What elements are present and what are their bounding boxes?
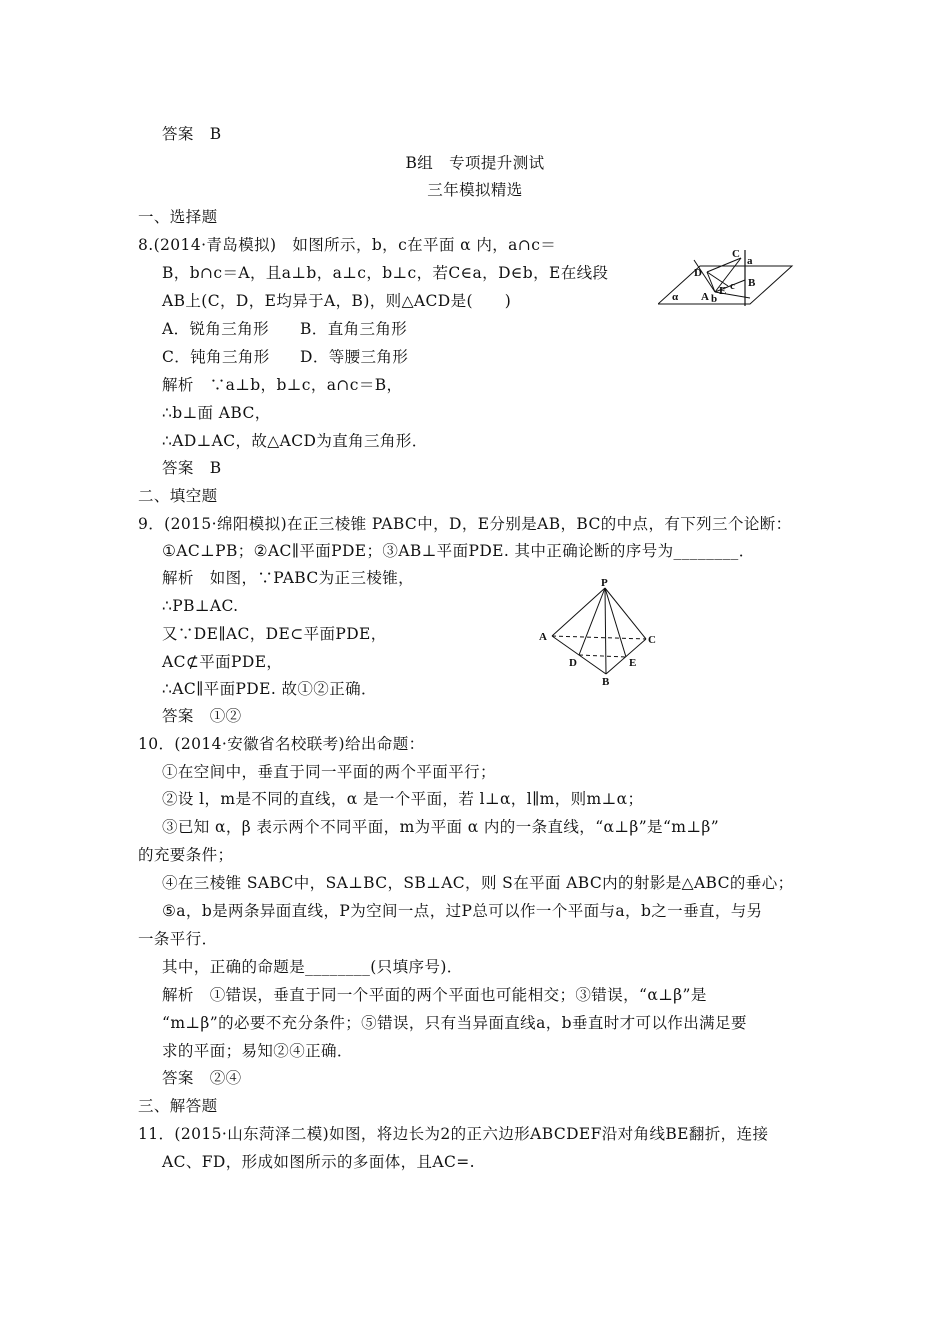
group-title: B组 专项提升测试 bbox=[405, 154, 545, 172]
label-alpha: α bbox=[672, 291, 679, 303]
q8-option-a: A．锐角三角形 bbox=[162, 320, 269, 338]
q9-answer: 答案 ①② bbox=[162, 707, 242, 725]
edge-PD bbox=[579, 588, 605, 655]
edge-PC bbox=[605, 588, 646, 639]
edge-PE bbox=[605, 588, 626, 657]
q10-question: 其中，正确的命题是________(只填序号)． bbox=[162, 958, 463, 976]
q9-analysis-3: 又∵DE∥AC，DE⊂平面PDE， bbox=[162, 625, 387, 643]
part3-heading: 三、解答题 bbox=[138, 1097, 218, 1115]
label-a: a bbox=[747, 255, 753, 267]
part1-heading: 一、选择题 bbox=[138, 208, 218, 226]
label-E: E bbox=[719, 285, 727, 297]
q10-item2: ②设 l，m是不同的直线，α 是一个平面，若 l⊥α，l∥m，则m⊥α； bbox=[162, 790, 644, 808]
q9-analysis-2: ∴PB⊥AC. bbox=[162, 597, 239, 615]
q8-answer: 答案 B bbox=[162, 459, 222, 477]
label-B: B bbox=[602, 676, 610, 688]
label-P: P bbox=[601, 577, 608, 589]
q11-line1: 11．(2015·山东菏泽二模)如图，将边长为2的正六边形ABCDEF沿对角线BE翻折，连接 bbox=[138, 1125, 769, 1143]
q9-analysis-1: 解析 如图，∵PABC为正三棱锥， bbox=[162, 569, 415, 587]
q8-line1: 8.(2014·青岛模拟) 如图所示，b，c在平面 α 内，a∩c＝ bbox=[138, 236, 557, 254]
label-A: A bbox=[701, 291, 709, 303]
q10-analysis-2: “m⊥β”的必要不充分条件；⑤错误，只有当异面直线a，b垂直时才可以作出满足要 bbox=[162, 1014, 747, 1032]
q9-line1: 9．(2015·绵阳模拟)在正三棱锥 PABC中，D，E分别是AB，BC的中点，有下列三个论断： bbox=[138, 515, 792, 533]
q8-analysis-2: ∴b⊥面 ABC， bbox=[162, 404, 271, 422]
q10-line1: 10．(2014·安徽省名校联考)给出命题： bbox=[138, 735, 425, 753]
q9-figure bbox=[535, 576, 665, 688]
q10-item3a: ③已知 α，β 表示两个不同平面，m为平面 α 内的一条直线，“α⊥β”是“m⊥β” bbox=[162, 818, 720, 836]
edge-AC bbox=[552, 636, 646, 639]
q10-item4: ④在三棱锥 SABC中，SA⊥BC，SB⊥AC，则 S在平面 ABC内的射影是△ABC的垂心； bbox=[162, 874, 794, 892]
part2-heading: 二、填空题 bbox=[138, 487, 218, 505]
label-D: D bbox=[569, 657, 577, 669]
label-D: D bbox=[694, 267, 702, 279]
q8-option-c: C．钝角三角形 bbox=[162, 348, 270, 366]
q9-line2: ①AC⊥PB；②AC∥平面PDE；③AB⊥平面PDE. 其中正确论断的序号为________． bbox=[162, 542, 755, 560]
label-A: A bbox=[539, 631, 547, 643]
label-c: c bbox=[730, 280, 735, 292]
q10-answer: 答案 ②④ bbox=[162, 1069, 242, 1087]
q8-analysis-1: 解析 ∵a⊥b，b⊥c，a∩c＝B， bbox=[162, 376, 403, 394]
q8-figure bbox=[658, 242, 798, 308]
edge-CB bbox=[606, 639, 646, 674]
label-C: C bbox=[648, 634, 656, 646]
q9-analysis-5: ∴AC∥平面PDE. 故①②正确． bbox=[162, 680, 377, 698]
q10-analysis-1: 解析 ①错误，垂直于同一个平面的两个平面也可能相交；③错误，“α⊥β”是 bbox=[162, 986, 707, 1004]
q8-option-b: B．直角三角形 bbox=[300, 320, 408, 338]
q10-item1: ①在空间中，垂直于同一平面的两个平面平行； bbox=[162, 763, 496, 781]
label-B: B bbox=[748, 277, 756, 289]
q8-line2: B，b∩c＝A，且a⊥b，a⊥c，b⊥c，若C∈a，D∈b，E在线段 bbox=[162, 264, 609, 282]
label-E: E bbox=[629, 657, 637, 669]
q10-item3b: 的充要条件； bbox=[138, 846, 234, 864]
q10-analysis-3: 求的平面；易知②④正确． bbox=[162, 1042, 353, 1060]
q9-analysis-4: AC⊄平面PDE， bbox=[162, 653, 283, 671]
label-b: b bbox=[711, 293, 718, 305]
q8-analysis-3: ∴AD⊥AC，故△ACD为直角三角形． bbox=[162, 432, 428, 450]
q8-option-d: D．等腰三角形 bbox=[300, 348, 409, 366]
q10-item5b: 一条平行． bbox=[138, 930, 218, 948]
q11-line2: AC、FD，形成如图所示的多面体，且AC=. bbox=[162, 1153, 476, 1171]
label-C: C bbox=[732, 248, 740, 260]
edge-PB bbox=[605, 588, 606, 674]
section-title: 三年模拟精选 bbox=[427, 181, 523, 199]
q8-line3: AB上(C，D，E均异于A，B)，则△ACD是( ) bbox=[162, 292, 512, 310]
previous-answer: 答案 B bbox=[162, 125, 222, 143]
edge-PA bbox=[552, 588, 605, 636]
edge-DE bbox=[579, 655, 626, 657]
q10-item5a: ⑤a，b是两条异面直线，P为空间一点，过P总可以作一个平面与a，b之一垂直，与另 bbox=[162, 902, 763, 920]
